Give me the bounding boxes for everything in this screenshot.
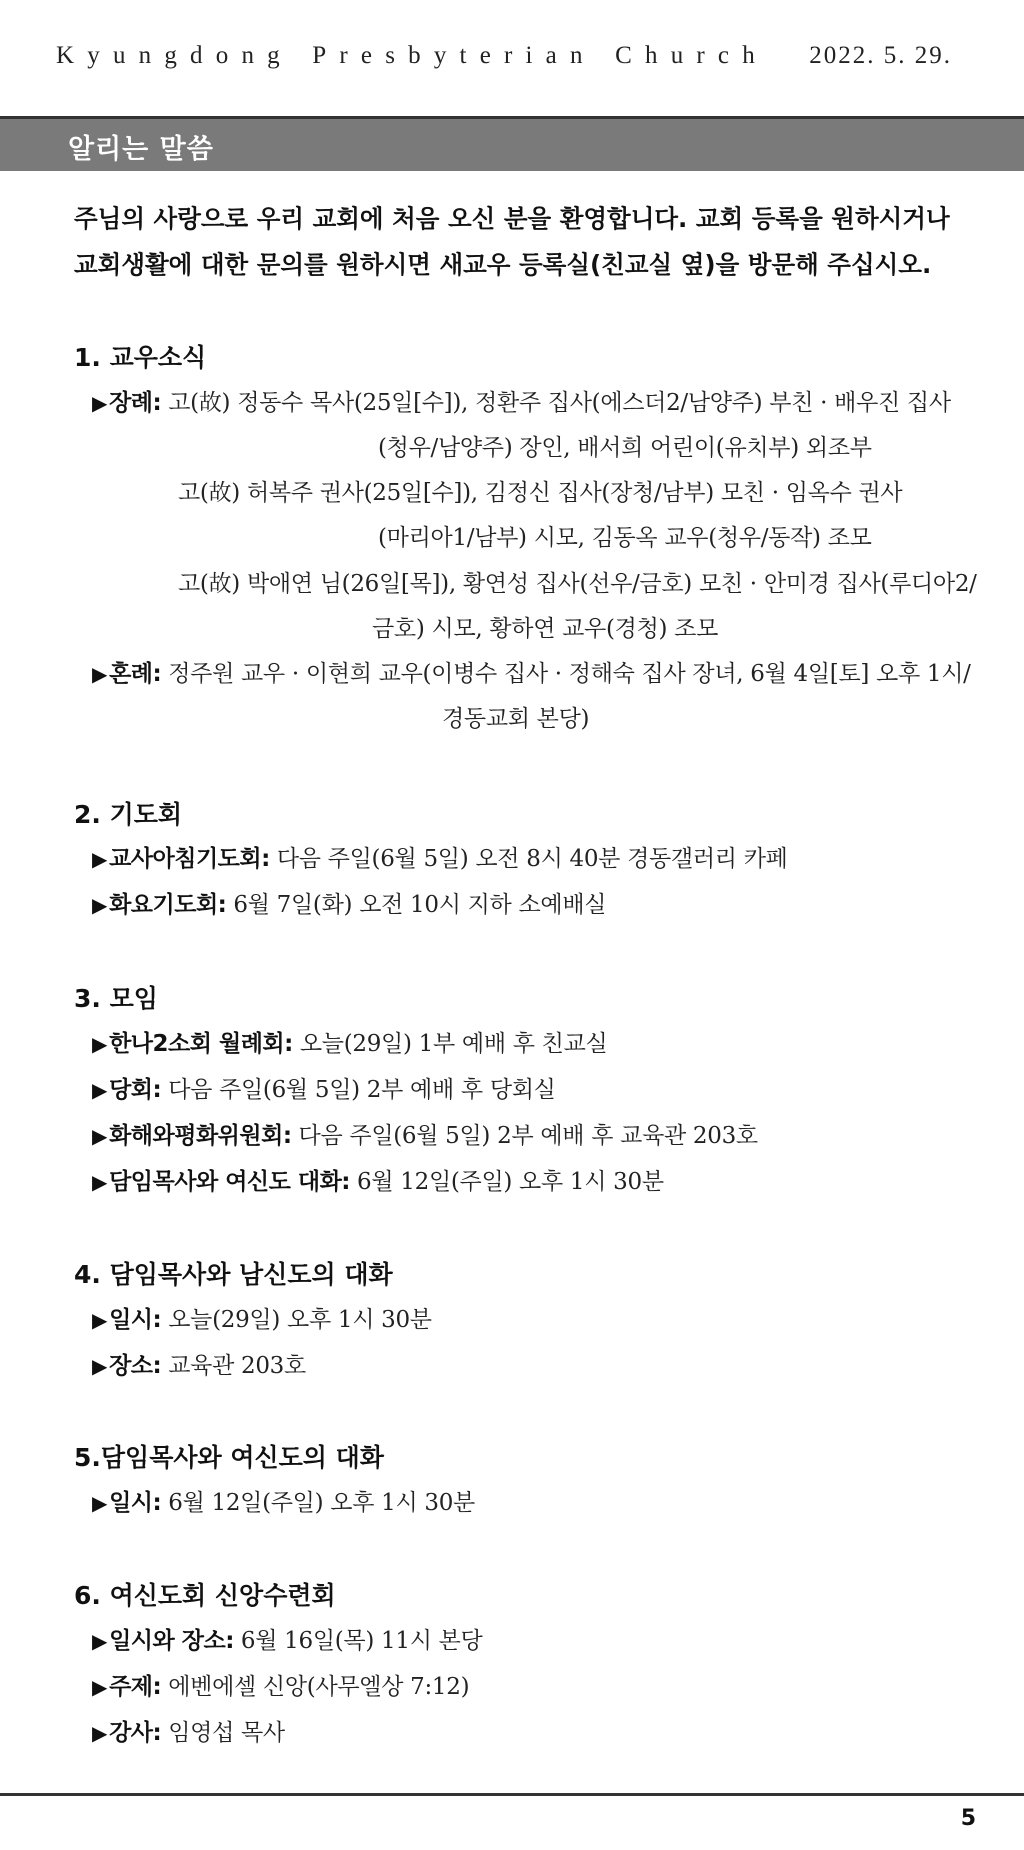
church-name: Kyungdong Presbyterian Church [56, 42, 768, 69]
item-text: 오늘(29일) 1부 예배 후 친교실 [292, 1031, 608, 1057]
item-label: 장례: [109, 390, 162, 416]
funeral-line: 금호) 시모, 황하연 교우(경청) 조모 [372, 616, 719, 642]
item-label: 장소: [109, 1353, 162, 1379]
item-label: 화해와평화위원회: [109, 1123, 292, 1149]
funeral-line: 고(故) 박애연 님(26일[목]), 황연성 집사(선우/금호) 모친 · 안미경 집사(루디아2/ [178, 571, 977, 597]
arrow-bullet-icon: ▶ [92, 662, 108, 686]
section-heading-women-dialogue: 5.담임목사와 여신도의 대화 [74, 1443, 384, 1472]
arrow-bullet-icon: ▶ [92, 1078, 108, 1102]
arrow-bullet-icon: ▶ [92, 391, 108, 415]
page-number: 5 [960, 1806, 976, 1831]
item-label: 교사아침기도회: [109, 846, 270, 872]
item-text: 6월 12일(주일) 오후 1시 30분 [161, 1490, 475, 1516]
section-heading-meetings: 3. 모임 [74, 984, 158, 1013]
item-text: 에벤에셀 신앙(사무엘상 7:12) [161, 1674, 470, 1700]
arrow-bullet-icon: ▶ [92, 1124, 108, 1148]
section-heading-prayer: 2. 기도회 [74, 800, 183, 829]
item-text: 고(故) 정동수 목사(25일[수]), 정환주 집사(에스더2/남양주) 부친 · 배우진 집사 [161, 390, 951, 416]
list-item [92, 1668, 469, 1701]
list-item [92, 886, 606, 919]
item-text: 오늘(29일) 오후 1시 30분 [161, 1307, 432, 1333]
item-label: 일시: [109, 1490, 162, 1516]
list-item [92, 1714, 285, 1747]
item-label: 강사: [109, 1720, 162, 1746]
list-item [92, 1117, 758, 1150]
item-label: 일시: [109, 1307, 162, 1333]
item-label: 담임목사와 여신도 대화: [109, 1169, 350, 1195]
item-label: 화요기도회: [109, 892, 227, 918]
bottom-divider [0, 1793, 1024, 1796]
arrow-bullet-icon: ▶ [92, 1308, 108, 1332]
wedding-line: 경동교회 본당) [442, 706, 590, 732]
list-item [92, 1163, 664, 1196]
arrow-bullet-icon: ▶ [92, 1354, 108, 1378]
section-heading-news: 1. 교우소식 [74, 343, 207, 372]
section-title: 알리는 말씀 [68, 134, 214, 165]
item-label: 일시와 장소: [109, 1628, 234, 1654]
item-text: 임영섭 목사 [161, 1720, 285, 1746]
list-item [92, 1071, 556, 1104]
arrow-bullet-icon: ▶ [92, 847, 108, 871]
item-text: 다음 주일(6월 5일) 2부 예배 후 당회실 [161, 1077, 556, 1103]
item-text: 다음 주일(6월 5일) 오전 8시 40분 경동갤러리 카페 [269, 846, 788, 872]
arrow-bullet-icon: ▶ [92, 1491, 108, 1515]
item-text: 6월 16일(목) 11시 본당 [233, 1628, 483, 1654]
intro-line: 주님의 사랑으로 우리 교회에 처음 오신 분을 환영합니다. 교회 등록을 원하시거나 [74, 204, 950, 233]
item-text: 6월 12일(주일) 오후 1시 30분 [350, 1169, 664, 1195]
bulletin-date: 2022. 5. 29. [809, 42, 952, 69]
arrow-bullet-icon: ▶ [92, 1629, 108, 1653]
section-heading-retreat: 6. 여신도회 신앙수련회 [74, 1581, 336, 1610]
funeral-line: (마리아1/남부) 시모, 김동옥 교우(청우/동작) 조모 [378, 525, 872, 551]
item-text: 다음 주일(6월 5일) 2부 예배 후 교육관 203호 [291, 1123, 758, 1149]
item-text: 교육관 203호 [161, 1353, 306, 1379]
arrow-bullet-icon: ▶ [92, 893, 108, 917]
funeral-line: 고(故) 허복주 권사(25일[수]), 김정신 집사(장청/남부) 모친 · 임옥수 권사 [178, 480, 903, 506]
section-title-bar [0, 119, 1024, 171]
funeral-item [92, 384, 951, 417]
list-item [92, 1622, 482, 1655]
list-item [92, 1484, 475, 1517]
page-header [0, 42, 1024, 82]
wedding-item [92, 655, 971, 688]
arrow-bullet-icon: ▶ [92, 1721, 108, 1745]
item-label: 혼례: [109, 661, 162, 687]
funeral-line: (청우/남양주) 장인, 배서희 어린이(유치부) 외조부 [378, 435, 872, 461]
item-text: 6월 7일(화) 오전 10시 지하 소예배실 [226, 892, 607, 918]
arrow-bullet-icon: ▶ [92, 1032, 108, 1056]
intro-line: 교회생활에 대한 문의를 원하시면 새교우 등록실(친교실 옆)을 방문해 주십시오. [74, 250, 932, 279]
item-label: 한나2소회 월례회: [109, 1031, 293, 1057]
item-text: 정주원 교우 · 이현희 교우(이병수 집사 · 정해숙 집사 장녀, 6월 4일[토] 오후 1시/ [161, 661, 971, 687]
arrow-bullet-icon: ▶ [92, 1675, 108, 1699]
list-item [92, 1025, 607, 1058]
list-item [92, 1301, 432, 1334]
section-heading-men-dialogue: 4. 담임목사와 남신도의 대화 [74, 1260, 393, 1289]
arrow-bullet-icon: ▶ [92, 1170, 108, 1194]
intro-paragraph [74, 196, 974, 288]
list-item [92, 840, 788, 873]
item-label: 당회: [109, 1077, 162, 1103]
list-item [92, 1347, 306, 1380]
item-label: 주제: [109, 1674, 162, 1700]
